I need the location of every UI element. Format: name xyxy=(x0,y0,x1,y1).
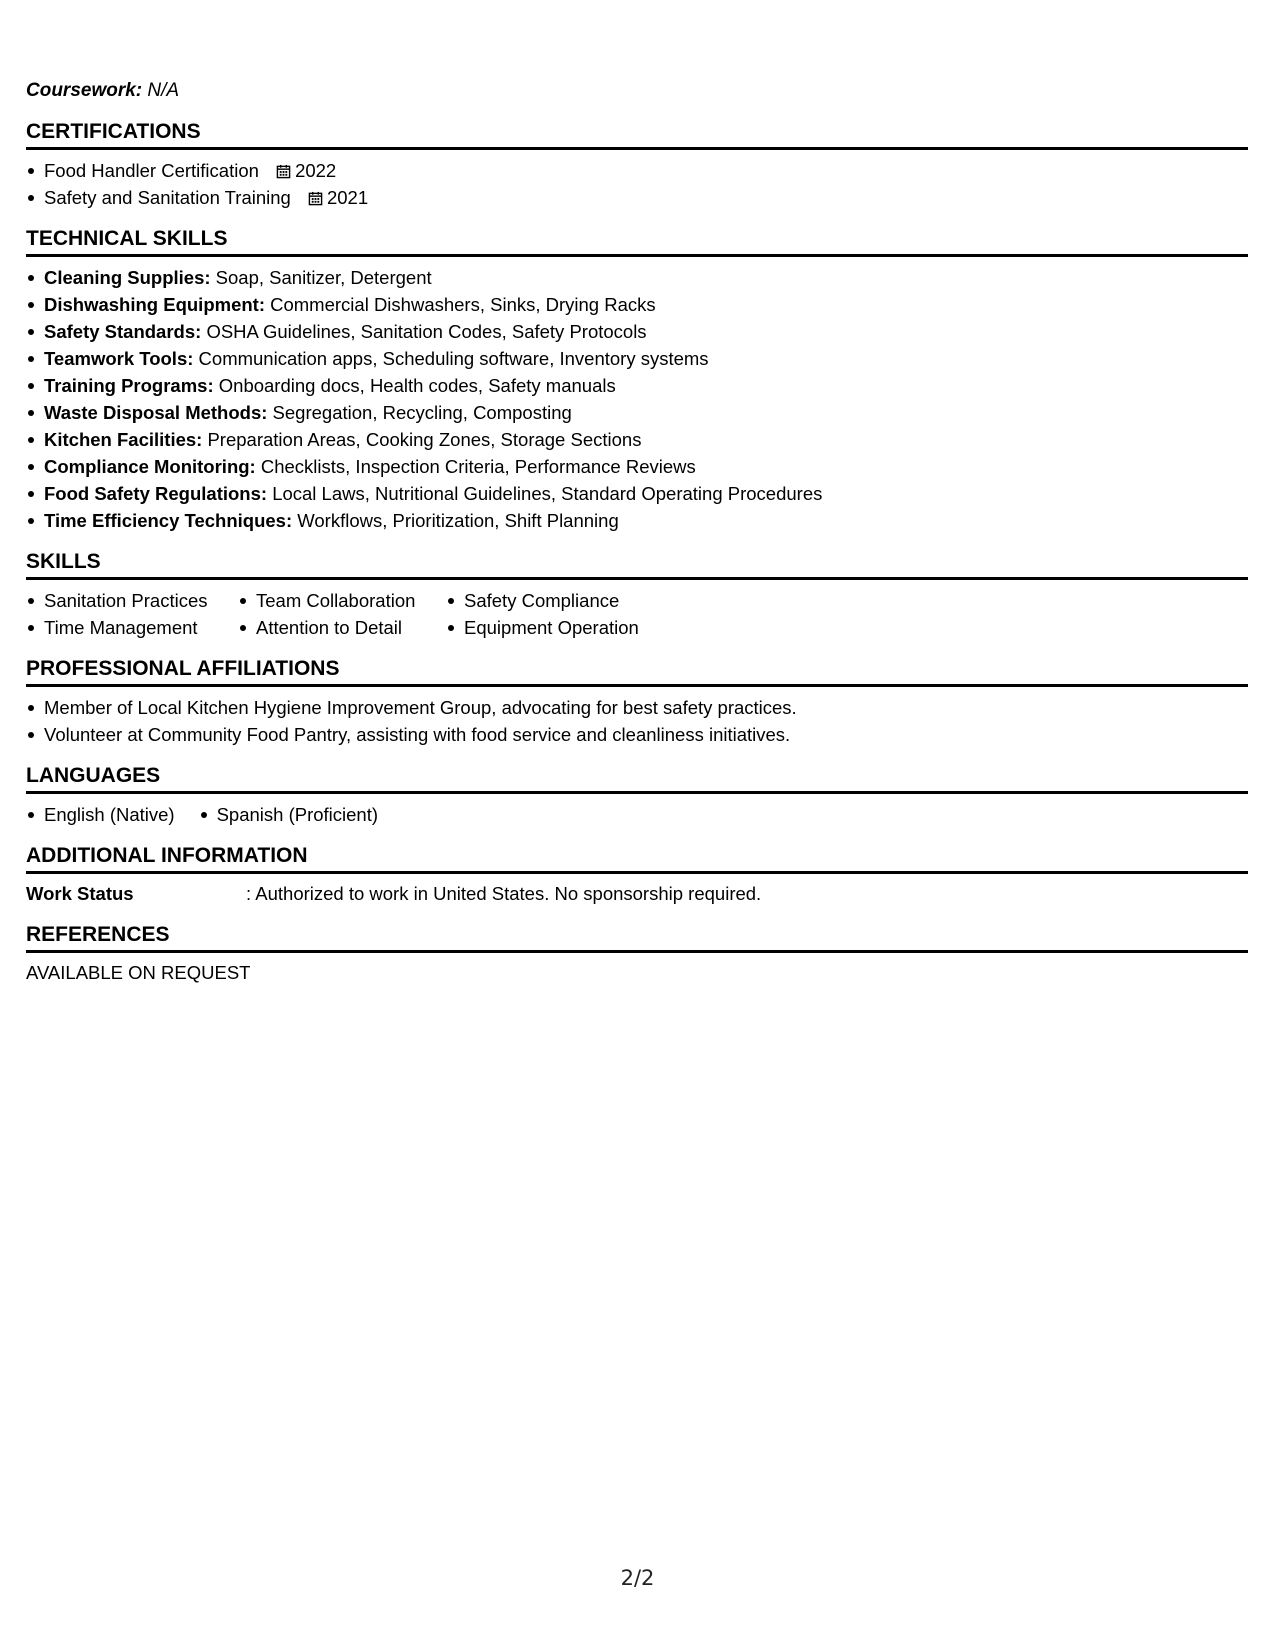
affiliations-heading: PROFESSIONAL AFFILIATIONS xyxy=(26,655,1248,687)
technical-skill-item xyxy=(26,264,1248,291)
technical-skill-value: Local Laws, Nutritional Guidelines, Standard Operating Procedures xyxy=(272,483,823,504)
technical-skill-label: Food Safety Regulations: xyxy=(44,483,268,504)
coursework-value: N/A xyxy=(147,80,180,101)
calendar-icon xyxy=(308,191,323,206)
skills-section xyxy=(26,548,1248,641)
technical-skill-label: Teamwork Tools: xyxy=(44,348,194,369)
technical-skill-label: Time Efficiency Techniques: xyxy=(44,510,293,531)
affiliations-list xyxy=(26,694,1248,748)
references-section xyxy=(26,921,1248,986)
work-status-label: Work Status xyxy=(26,883,134,904)
technical-skill-label: Training Programs: xyxy=(44,375,214,396)
technical-skills-heading: TECHNICAL SKILLS xyxy=(26,225,1248,257)
skill-item: Equipment Operation xyxy=(446,614,666,641)
affiliation-item: Member of Local Kitchen Hygiene Improvement Group, advocating for best safety practices. xyxy=(26,694,1248,721)
references-heading: REFERENCES xyxy=(26,921,1248,953)
work-status-row xyxy=(26,880,1248,907)
languages-heading: LANGUAGES xyxy=(26,762,1248,794)
technical-skill-value: Workflows, Prioritization, Shift Planning xyxy=(297,510,619,531)
certification-name: Safety and Sanitation Training xyxy=(44,187,291,208)
technical-skill-label: Safety Standards: xyxy=(44,321,202,342)
technical-skill-value: Checklists, Inspection Criteria, Performance Reviews xyxy=(260,456,696,477)
certification-item xyxy=(26,157,1248,184)
skill-item: Time Management xyxy=(26,614,238,641)
technical-skill-value: Onboarding docs, Health codes, Safety manuals xyxy=(218,375,616,396)
certification-name: Food Handler Certification xyxy=(44,160,259,181)
certifications-list xyxy=(26,157,1248,211)
technical-skill-value: Preparation Areas, Cooking Zones, Storage Sections xyxy=(207,429,642,450)
technical-skill-item xyxy=(26,345,1248,372)
skills-grid xyxy=(26,587,1248,641)
technical-skill-item xyxy=(26,480,1248,507)
technical-skill-item xyxy=(26,318,1248,345)
technical-skill-item xyxy=(26,507,1248,534)
additional-info-heading: ADDITIONAL INFORMATION xyxy=(26,842,1248,874)
calendar-icon xyxy=(276,164,291,179)
technical-skill-label: Waste Disposal Methods: xyxy=(44,402,268,423)
technical-skill-value: Segregation, Recycling, Composting xyxy=(272,402,572,423)
technical-skill-label: Dishwashing Equipment: xyxy=(44,294,265,315)
technical-skill-value: Commercial Dishwashers, Sinks, Drying Racks xyxy=(270,294,656,315)
affiliation-item: Volunteer at Community Food Pantry, assisting with food service and cleanliness initiatives. xyxy=(26,721,1248,748)
certification-year: 2022 xyxy=(295,160,337,181)
skill-item: Team Collaboration xyxy=(238,587,446,614)
technical-skills-list xyxy=(26,264,1248,534)
technical-skills-section xyxy=(26,225,1248,534)
technical-skill-value: Soap, Sanitizer, Detergent xyxy=(215,267,432,288)
certifications-heading: CERTIFICATIONS xyxy=(26,118,1248,150)
skill-item: Attention to Detail xyxy=(238,614,446,641)
skill-item: Sanitation Practices xyxy=(26,587,238,614)
technical-skill-value: Communication apps, Scheduling software, Inventory systems xyxy=(198,348,709,369)
affiliations-section xyxy=(26,655,1248,748)
technical-skill-item xyxy=(26,453,1248,480)
language-item: Spanish (Proficient) xyxy=(199,801,378,828)
coursework-label: Coursework: xyxy=(26,80,143,101)
certifications-section xyxy=(26,118,1248,211)
work-status-value: : Authorized to work in United States. No sponsorship required. xyxy=(246,883,762,904)
references-text: AVAILABLE ON REQUEST xyxy=(26,962,251,983)
skill-item: Safety Compliance xyxy=(446,587,666,614)
resume-page xyxy=(26,0,1248,986)
page-number: 2/2 xyxy=(620,1566,655,1590)
technical-skill-label: Compliance Monitoring: xyxy=(44,456,256,477)
technical-skill-item xyxy=(26,372,1248,399)
languages-section xyxy=(26,762,1248,828)
coursework-line xyxy=(26,77,1248,104)
skills-heading: SKILLS xyxy=(26,548,1248,580)
technical-skill-item xyxy=(26,426,1248,453)
additional-info-section xyxy=(26,842,1248,907)
certification-item xyxy=(26,184,1248,211)
technical-skill-item xyxy=(26,291,1248,318)
technical-skill-item xyxy=(26,399,1248,426)
technical-skill-value: OSHA Guidelines, Sanitation Codes, Safety Protocols xyxy=(206,321,647,342)
technical-skill-label: Cleaning Supplies: xyxy=(44,267,211,288)
technical-skill-label: Kitchen Facilities: xyxy=(44,429,203,450)
languages-list xyxy=(26,801,1248,828)
language-item: English (Native) xyxy=(26,801,175,828)
certification-year: 2021 xyxy=(326,187,369,208)
